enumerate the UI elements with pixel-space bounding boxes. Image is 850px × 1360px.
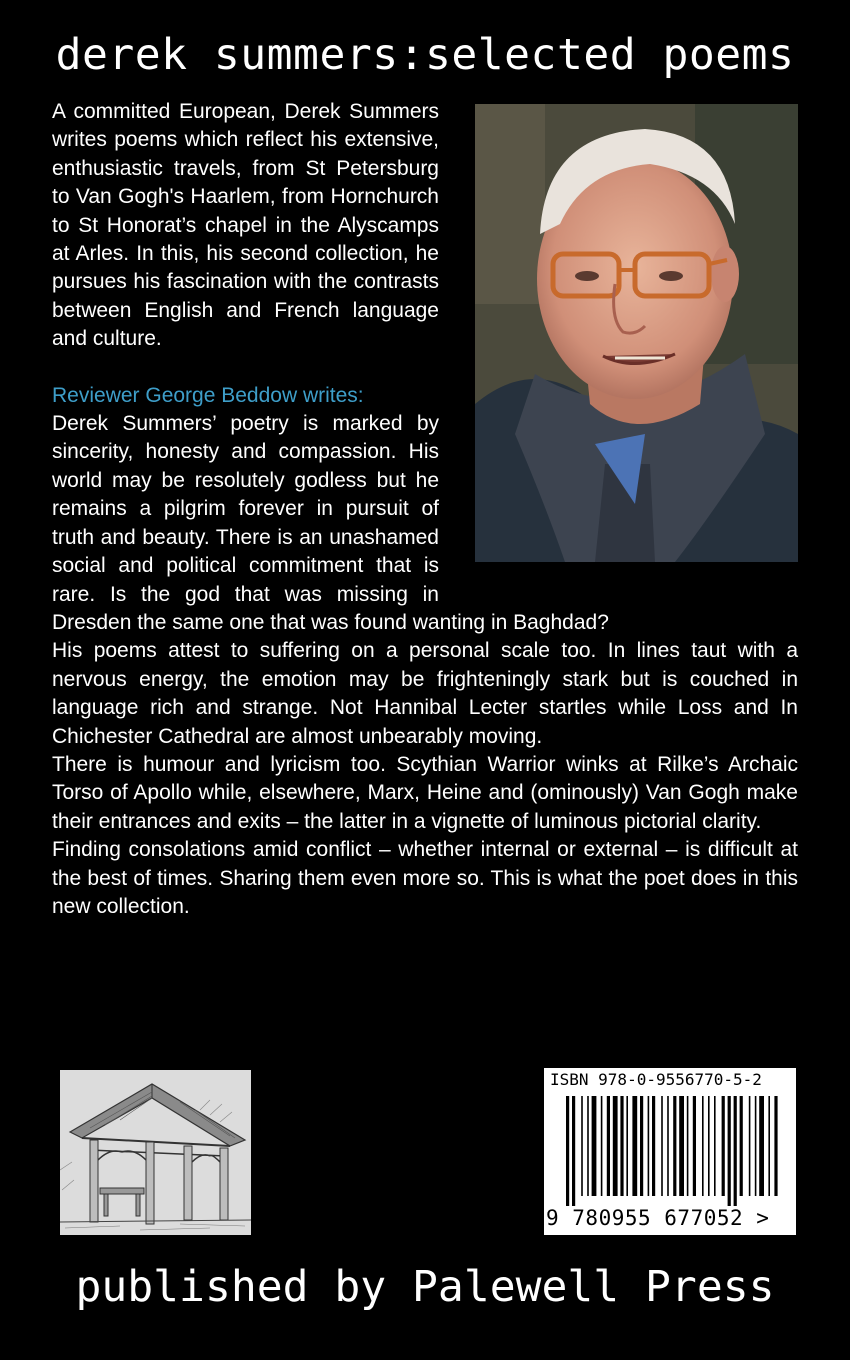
barcode-bar [566, 1096, 569, 1206]
book-title: derek summers:selected poems [55, 30, 795, 80]
blurb-text [52, 98, 798, 921]
barcode-bar [755, 1096, 757, 1196]
barcode-bar [648, 1096, 650, 1196]
barcode-bar [667, 1096, 669, 1196]
barcode-bar [581, 1096, 583, 1196]
barcode-bar [734, 1096, 737, 1206]
author-bio: A committed European, Derek Summers writes poems which reflect his extensive, enthusiastic travels, from St Petersburg to Van Gogh's Haarlem, from Hornchurch to St Honorat’s chapel in the Alyscamps at Arles. In this, his second collection, he pursues his fascination with the contrasts between English and French language and culture. [52, 100, 439, 351]
reviewer-heading: Reviewer George Beddow writes: [52, 383, 364, 407]
barcode-bar [679, 1096, 684, 1196]
barcode-digits: 9 780955 677052 > [546, 1206, 770, 1230]
barcode-bar [652, 1096, 655, 1196]
barcode-bar [632, 1096, 637, 1196]
barcode-bar [687, 1096, 689, 1196]
review-paragraph-4: Finding consolations amid conflict – whether internal or external – is difficult at the best of times. Sharing them even more so. This is what the poet does in this new collection. [52, 838, 798, 918]
barcode-bar [673, 1096, 676, 1196]
barcode-bar [759, 1096, 764, 1196]
publisher-line: published by Palewell Press [75, 1262, 775, 1312]
isbn-label: ISBN 978-0-9556770-5-2 [550, 1070, 762, 1089]
barcode-bar [661, 1096, 663, 1196]
lychgate-illustration [60, 1070, 251, 1235]
review-paragraph-1: Derek Summers’ poetry is marked by sincerity, honesty and compassion. His world may be resolutely godless but he remains a pilgrim forever in pursuit of truth and beauty. There is an unashamed social and political commitment that is rare. Is the god that was missing in Dresden the same one that was found wanting in Baghdad? [52, 412, 609, 634]
barcode-bar [626, 1096, 628, 1196]
barcode-bar [572, 1096, 575, 1206]
review-paragraph-2: His poems attest to suffering on a personal scale too. In lines taut with a nervous energy, the emotion may be frighteningly stark but is couched in language rich and strange. Not Hannibal Lecter startles while Loss and In Chichester Cathedral are almost unbearably moving. [52, 639, 798, 748]
barcode-bars [566, 1096, 781, 1206]
barcode-bar [728, 1096, 731, 1206]
photo-placeholder [475, 98, 798, 590]
barcode-bar [722, 1096, 725, 1196]
isbn-barcode [544, 1068, 796, 1235]
barcode-bar [768, 1096, 770, 1196]
review-paragraph-3: There is humour and lyricism too. Scythian Warrior winks at Rilke’s Archaic Torso of Apollo while, elsewhere, Marx, Heine and (ominously) Van Gogh make their entrances and exits – the latter in a vignette of luminous pictorial clarity. [52, 752, 798, 833]
barcode-bar [607, 1096, 610, 1196]
barcode-bar [613, 1096, 618, 1196]
barcode-bar [714, 1096, 716, 1196]
lychgate-drawing [60, 1070, 251, 1235]
barcode-bar [693, 1096, 696, 1196]
barcode-bar [749, 1096, 751, 1196]
barcode-bar [708, 1096, 710, 1196]
barcode-bar [640, 1096, 643, 1196]
barcode-bar [774, 1096, 777, 1196]
barcode-bar [601, 1096, 603, 1196]
barcode-bar [702, 1096, 704, 1196]
barcode-bar [740, 1096, 743, 1196]
barcode-bar [587, 1096, 589, 1196]
barcode-bar [620, 1096, 623, 1196]
barcode-bar [592, 1096, 597, 1196]
